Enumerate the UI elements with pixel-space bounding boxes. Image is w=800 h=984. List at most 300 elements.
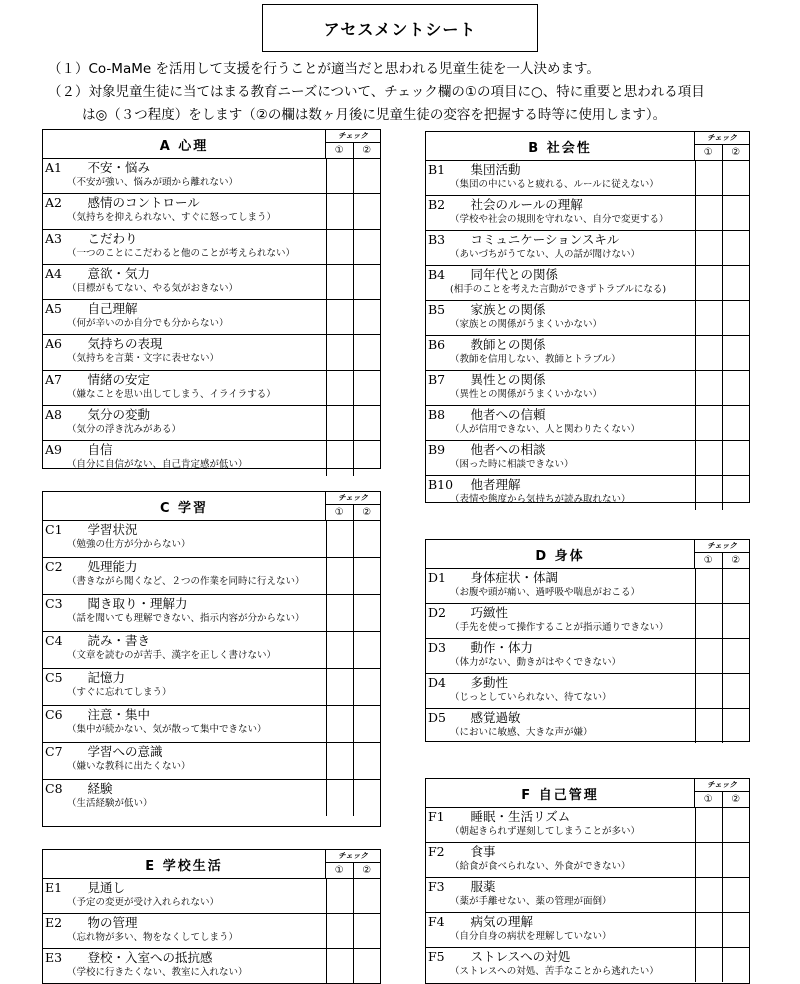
assessment-row-b9 bbox=[426, 441, 749, 476]
item-title bbox=[428, 336, 695, 353]
check-col-1-label: ① bbox=[703, 555, 713, 566]
item-code: B1 bbox=[428, 162, 446, 177]
item-text bbox=[43, 558, 326, 594]
item-description: （手先を使って操作することが指示通りできない） bbox=[450, 622, 669, 633]
check-box-2-e3[interactable] bbox=[353, 949, 380, 983]
item-name: 学習への意識 bbox=[87, 744, 163, 759]
check-box-2-c8[interactable] bbox=[353, 780, 380, 816]
item-text bbox=[43, 706, 326, 742]
assessment-row-b5 bbox=[426, 301, 749, 336]
item-description: （一つのことにこだわると他のことが考えられない） bbox=[67, 247, 296, 259]
check-box-2-c5[interactable] bbox=[353, 669, 380, 705]
check-box-1-b9[interactable] bbox=[695, 441, 722, 475]
item-title bbox=[428, 639, 695, 656]
item-name: 自己理解 bbox=[87, 301, 138, 317]
item-description: （集中が続かない、気が散って集中できない） bbox=[67, 724, 267, 735]
check-box-2-f1[interactable] bbox=[722, 808, 749, 842]
item-text bbox=[426, 639, 695, 673]
item-name: 感覚過敏 bbox=[470, 710, 521, 725]
item-text bbox=[43, 780, 326, 816]
section-f-title: F 自己管理 bbox=[521, 787, 599, 803]
item-text bbox=[43, 914, 326, 948]
check-column-numbers bbox=[695, 145, 749, 160]
item-title bbox=[428, 231, 695, 248]
item-description: （文章を読むのが苦手、漢字を正しく書けない） bbox=[67, 650, 277, 661]
check-box-1-a6[interactable] bbox=[326, 335, 353, 369]
item-title bbox=[45, 669, 326, 686]
item-text bbox=[426, 843, 695, 877]
item-name: 注意・集中 bbox=[87, 707, 151, 722]
item-title bbox=[45, 780, 326, 797]
item-name: コミュニケーションスキル bbox=[470, 232, 620, 247]
item-text bbox=[426, 266, 695, 300]
item-text bbox=[43, 230, 326, 264]
assessment-row-b3 bbox=[426, 231, 749, 266]
check-box-1-a2[interactable] bbox=[326, 194, 353, 228]
item-code: B6 bbox=[428, 337, 446, 352]
item-title bbox=[428, 569, 695, 586]
item-title bbox=[45, 595, 326, 612]
item-code: E2 bbox=[45, 915, 63, 930]
item-title bbox=[428, 161, 695, 178]
item-name: 他者への相談 bbox=[470, 442, 546, 457]
check-box-2-c1[interactable] bbox=[353, 521, 380, 557]
item-text bbox=[426, 231, 695, 265]
check-box-1-d5[interactable] bbox=[695, 709, 722, 743]
item-code: C3 bbox=[45, 596, 63, 611]
item-name: 動作・体力 bbox=[470, 640, 534, 655]
check-box-1-a1[interactable] bbox=[326, 159, 353, 193]
item-code: E1 bbox=[45, 880, 63, 895]
assessment-row-f4 bbox=[426, 913, 749, 948]
check-box-2-e1[interactable] bbox=[353, 879, 380, 913]
item-name: 記憶力 bbox=[87, 670, 126, 685]
item-description: （不安が強い、悩みが頭から離れない） bbox=[67, 177, 239, 188]
check-box-2-b10[interactable] bbox=[722, 476, 749, 510]
section-c-header bbox=[43, 492, 380, 521]
item-text bbox=[426, 709, 695, 743]
item-text bbox=[43, 335, 326, 369]
item-code: A8 bbox=[45, 407, 62, 423]
instruction-line-2: （２）対象児童生徒に当てはまる教育ニーズについて、チェック欄の①の項目に○、特に重要と思われる項目 bbox=[48, 84, 705, 100]
check-col-2-label: ② bbox=[353, 505, 381, 520]
item-code: A9 bbox=[45, 442, 62, 458]
item-code: B8 bbox=[428, 407, 446, 422]
item-text bbox=[426, 674, 695, 708]
check-box-1-a5[interactable] bbox=[326, 300, 353, 334]
item-description: （嫌なことを思い出してしまう、イライラする） bbox=[67, 388, 276, 400]
item-code: C6 bbox=[45, 707, 63, 722]
check-box-2-b9[interactable] bbox=[722, 441, 749, 475]
section-c-table bbox=[42, 491, 381, 827]
assessment-row-b8 bbox=[426, 406, 749, 441]
check-box-1-b8[interactable] bbox=[695, 406, 722, 440]
check-box-1-e1[interactable] bbox=[326, 879, 353, 913]
assessment-row-a2 bbox=[43, 194, 380, 229]
check-box-2-d4[interactable] bbox=[722, 674, 749, 708]
item-text bbox=[43, 521, 326, 557]
item-description: （薬が手離せない、薬の管理が面倒） bbox=[450, 896, 612, 907]
section-b-header bbox=[426, 132, 749, 161]
check-box-1-c8[interactable] bbox=[326, 780, 353, 816]
section-f-table bbox=[425, 778, 750, 984]
assessment-row-c4 bbox=[43, 632, 380, 669]
item-name: 病気の理解 bbox=[470, 914, 534, 929]
check-box-2-f3[interactable] bbox=[722, 878, 749, 912]
check-column-header bbox=[325, 850, 380, 878]
check-col-2-label: ② bbox=[353, 863, 381, 878]
assessment-row-e2 bbox=[43, 914, 380, 949]
item-name: 他者理解 bbox=[470, 477, 521, 492]
item-description: （あいづちがうてない、人の話が聞けない） bbox=[450, 249, 641, 260]
assessment-row-d3 bbox=[426, 639, 749, 674]
check-box-2-b1[interactable] bbox=[722, 161, 749, 195]
check-col-1-label: ① bbox=[334, 145, 344, 156]
check-box-2-a6[interactable] bbox=[353, 335, 380, 369]
item-title bbox=[45, 558, 326, 575]
item-description: （じっとしていられない、待てない） bbox=[450, 692, 612, 703]
item-name: 不安・悩み bbox=[87, 160, 151, 175]
item-description: （人が信用できない、人と関わりたくない） bbox=[450, 424, 641, 435]
item-code: A7 bbox=[45, 371, 62, 387]
item-name: 社会のルールの理解 bbox=[470, 197, 583, 212]
item-description: （自分自身の病状を理解していない） bbox=[450, 931, 612, 942]
check-box-1-c4[interactable] bbox=[326, 632, 353, 668]
item-title bbox=[45, 949, 326, 966]
item-description: （気分の浮き沈みがある） bbox=[67, 424, 182, 436]
item-text bbox=[43, 879, 326, 913]
check-box-1-a7[interactable] bbox=[326, 371, 353, 405]
check-box-1-f2[interactable] bbox=[695, 843, 722, 877]
check-box-2-b5[interactable] bbox=[722, 301, 749, 335]
check-box-2-f4[interactable] bbox=[722, 913, 749, 947]
check-col-2-label: ② bbox=[353, 143, 381, 158]
instruction-line-3: は◎（３つ程度）をします（②の欄は数ヶ月後に児童生徒の変容を把握する時等に使用します）。 bbox=[82, 107, 667, 123]
item-text bbox=[426, 301, 695, 335]
item-title bbox=[428, 808, 695, 825]
item-title bbox=[428, 604, 695, 621]
assessment-row-d1 bbox=[426, 569, 749, 604]
check-box-2-c6[interactable] bbox=[353, 706, 380, 742]
check-box-1-a8[interactable] bbox=[326, 406, 353, 440]
check-box-1-b6[interactable] bbox=[695, 336, 722, 370]
assessment-row-c3 bbox=[43, 595, 380, 632]
check-box-2-b7[interactable] bbox=[722, 371, 749, 405]
item-description: (相手のことを考えた言動ができずトラブルになる) bbox=[450, 284, 667, 295]
check-box-1-f3[interactable] bbox=[695, 878, 722, 912]
item-name: 経験 bbox=[87, 781, 113, 796]
item-name: 家族との関係 bbox=[470, 302, 546, 317]
item-description: （お腹や頭が痛い、過呼吸や喘息がおこる） bbox=[450, 587, 641, 598]
item-text bbox=[426, 913, 695, 947]
check-box-1-c5[interactable] bbox=[326, 669, 353, 705]
item-text bbox=[426, 441, 695, 475]
check-box-2-b8[interactable] bbox=[722, 406, 749, 440]
check-box-2-a4[interactable] bbox=[353, 265, 380, 299]
item-name: 身体症状・体調 bbox=[470, 570, 559, 585]
check-box-1-b3[interactable] bbox=[695, 231, 722, 265]
item-description: （ストレスへの対処、苦手なことから逃れたい） bbox=[450, 966, 659, 977]
check-box-2-d5[interactable] bbox=[722, 709, 749, 743]
check-box-2-b4[interactable] bbox=[722, 266, 749, 300]
item-code: D5 bbox=[428, 710, 446, 725]
item-code: C8 bbox=[45, 781, 63, 796]
item-code: C7 bbox=[45, 744, 63, 759]
item-code: B2 bbox=[428, 197, 446, 212]
item-text bbox=[426, 161, 695, 195]
item-title bbox=[45, 159, 326, 176]
check-box-2-b6[interactable] bbox=[722, 336, 749, 370]
check-box-1-e2[interactable] bbox=[326, 914, 353, 948]
check-column-header bbox=[694, 132, 749, 160]
item-title bbox=[45, 879, 326, 896]
check-box-1-e3[interactable] bbox=[326, 949, 353, 983]
check-box-1-c2[interactable] bbox=[326, 558, 353, 594]
check-box-2-e2[interactable] bbox=[353, 914, 380, 948]
check-box-1-c3[interactable] bbox=[326, 595, 353, 631]
assessment-row-c1 bbox=[43, 521, 380, 558]
assessment-row-f3 bbox=[426, 878, 749, 913]
assessment-row-d5 bbox=[426, 709, 749, 743]
section-f-header bbox=[426, 779, 749, 808]
item-name: 異性との関係 bbox=[470, 372, 546, 387]
assessment-row-d2 bbox=[426, 604, 749, 639]
check-box-2-b3[interactable] bbox=[722, 231, 749, 265]
check-column-header bbox=[694, 540, 749, 568]
item-title bbox=[45, 914, 326, 931]
item-text bbox=[43, 669, 326, 705]
item-code: F5 bbox=[428, 949, 445, 964]
item-code: A4 bbox=[45, 265, 62, 281]
item-name: 巧緻性 bbox=[470, 605, 509, 620]
item-text bbox=[426, 371, 695, 405]
item-code: A1 bbox=[45, 160, 62, 175]
item-code: B7 bbox=[428, 372, 446, 387]
check-column-numbers bbox=[695, 792, 749, 807]
assessment-row-a6 bbox=[43, 335, 380, 370]
check-box-2-a7[interactable] bbox=[353, 371, 380, 405]
check-box-2-a3[interactable] bbox=[353, 230, 380, 264]
item-title bbox=[45, 632, 326, 649]
item-title bbox=[45, 335, 326, 352]
item-text bbox=[43, 371, 326, 405]
section-e-table bbox=[42, 849, 381, 984]
item-text bbox=[43, 441, 326, 475]
check-box-2-c2[interactable] bbox=[353, 558, 380, 594]
item-description: （困った時に相談できない） bbox=[450, 459, 574, 470]
check-box-1-d2[interactable] bbox=[695, 604, 722, 638]
assessment-row-b4 bbox=[426, 266, 749, 301]
check-box-1-f4[interactable] bbox=[695, 913, 722, 947]
check-box-1-c6[interactable] bbox=[326, 706, 353, 742]
check-box-2-b2[interactable] bbox=[722, 196, 749, 230]
item-description: （話を聞いても理解できない、指示内容が分からない） bbox=[67, 613, 305, 624]
item-title bbox=[45, 521, 326, 538]
check-box-1-f5[interactable] bbox=[695, 948, 722, 982]
item-description: （書きながら聞くなど、２つの作業を同時に行えない） bbox=[67, 576, 305, 587]
assessment-row-a5 bbox=[43, 300, 380, 335]
item-title bbox=[45, 300, 326, 317]
check-box-2-d2[interactable] bbox=[722, 604, 749, 638]
section-e-header bbox=[43, 850, 380, 879]
item-description: （生活経験が低い） bbox=[67, 798, 153, 809]
item-description: （においに敏感、大きな声が嫌） bbox=[450, 727, 593, 738]
check-box-2-c3[interactable] bbox=[353, 595, 380, 631]
check-column-numbers bbox=[326, 143, 380, 158]
check-column-header bbox=[325, 492, 380, 520]
item-description: （集団の中にいると疲れる、ルールに従えない） bbox=[450, 179, 659, 190]
item-title bbox=[428, 674, 695, 691]
check-box-1-a9[interactable] bbox=[326, 441, 353, 475]
assessment-row-b1 bbox=[426, 161, 749, 196]
item-title bbox=[428, 709, 695, 726]
item-title bbox=[45, 230, 326, 247]
item-code: C5 bbox=[45, 670, 63, 685]
check-box-1-f1[interactable] bbox=[695, 808, 722, 842]
check-box-1-b4[interactable] bbox=[695, 266, 722, 300]
check-column-header bbox=[325, 130, 380, 158]
item-name: 教師との関係 bbox=[470, 337, 546, 352]
check-box-2-d3[interactable] bbox=[722, 639, 749, 673]
item-name: 睡眠・生活リズム bbox=[470, 809, 571, 824]
item-title bbox=[428, 301, 695, 318]
section-c-title: C 学習 bbox=[159, 500, 209, 516]
item-code: A2 bbox=[45, 195, 62, 211]
check-box-2-a8[interactable] bbox=[353, 406, 380, 440]
assessment-row-c7 bbox=[43, 743, 380, 780]
item-name: 見通し bbox=[87, 880, 126, 895]
item-title bbox=[45, 371, 326, 388]
assessment-row-b7 bbox=[426, 371, 749, 406]
item-description: （朝起きられず遅刻してしまうことが多い） bbox=[450, 826, 641, 837]
item-description: （気持ちを抑えられない、すぐに怒ってしまう） bbox=[67, 212, 277, 224]
check-box-2-c4[interactable] bbox=[353, 632, 380, 668]
check-box-2-a5[interactable] bbox=[353, 300, 380, 334]
check-box-2-c7[interactable] bbox=[353, 743, 380, 779]
item-name: 気分の変動 bbox=[87, 407, 151, 423]
item-description: （学校や社会の規則を守れない、自分で変更する） bbox=[450, 214, 669, 225]
item-text bbox=[426, 878, 695, 912]
check-box-2-d1[interactable] bbox=[722, 569, 749, 603]
check-box-1-a4[interactable] bbox=[326, 265, 353, 299]
item-code: F4 bbox=[428, 914, 445, 929]
item-code: F3 bbox=[428, 879, 445, 894]
item-text bbox=[43, 265, 326, 299]
item-title bbox=[45, 406, 326, 423]
item-name: 登校・入室への抵抗感 bbox=[87, 950, 213, 965]
item-name: こだわり bbox=[87, 230, 138, 246]
check-col-1-label: ① bbox=[334, 507, 344, 518]
item-text bbox=[43, 595, 326, 631]
check-col-2-label: ② bbox=[722, 553, 750, 568]
check-label: チェック bbox=[695, 540, 749, 553]
check-col-1-label: ① bbox=[703, 147, 713, 158]
check-box-1-d3[interactable] bbox=[695, 639, 722, 673]
assessment-row-b10 bbox=[426, 476, 749, 510]
assessment-row-c6 bbox=[43, 706, 380, 743]
item-text bbox=[43, 949, 326, 983]
check-box-1-b5[interactable] bbox=[695, 301, 722, 335]
section-b-title: B 社会性 bbox=[528, 140, 592, 156]
item-title bbox=[428, 196, 695, 213]
item-name: 情緒の安定 bbox=[87, 371, 151, 387]
item-name: 感情のコントロール bbox=[87, 195, 200, 211]
item-code: D1 bbox=[428, 570, 446, 585]
item-title bbox=[428, 406, 695, 423]
item-name: 学習状況 bbox=[87, 522, 138, 537]
section-d-title: D 身体 bbox=[535, 548, 585, 564]
assessment-row-a1 bbox=[43, 159, 380, 194]
item-name: 他者への信頼 bbox=[470, 407, 546, 422]
item-description: （予定の変更が受け入れられない） bbox=[67, 897, 220, 908]
item-text bbox=[43, 406, 326, 440]
check-box-1-d1[interactable] bbox=[695, 569, 722, 603]
item-description: （教師を信用しない、教師とトラブル） bbox=[450, 354, 621, 365]
check-box-1-b7[interactable] bbox=[695, 371, 722, 405]
item-code: C1 bbox=[45, 522, 63, 537]
section-e-title: E 学校生活 bbox=[145, 858, 223, 874]
check-box-1-b2[interactable] bbox=[695, 196, 722, 230]
check-box-1-c7[interactable] bbox=[326, 743, 353, 779]
section-b-table bbox=[425, 131, 750, 503]
assessment-row-f5 bbox=[426, 948, 749, 982]
check-box-1-b10[interactable] bbox=[695, 476, 722, 510]
item-description: （気持ちを言葉・文字に表せない） bbox=[67, 353, 220, 365]
item-text bbox=[426, 336, 695, 370]
check-box-2-a2[interactable] bbox=[353, 194, 380, 228]
item-title bbox=[428, 476, 695, 493]
check-box-2-f2[interactable] bbox=[722, 843, 749, 877]
item-code: C2 bbox=[45, 559, 63, 574]
check-box-1-c1[interactable] bbox=[326, 521, 353, 557]
assessment-row-a9 bbox=[43, 441, 380, 475]
check-label: チェック bbox=[326, 130, 380, 143]
assessment-row-b6 bbox=[426, 336, 749, 371]
assessment-row-f1 bbox=[426, 808, 749, 843]
item-title bbox=[45, 194, 326, 211]
check-column-numbers bbox=[326, 505, 380, 520]
item-description: （体力がない、動きがはやくできない） bbox=[450, 657, 622, 668]
check-box-2-f5[interactable] bbox=[722, 948, 749, 982]
assessment-row-e1 bbox=[43, 879, 380, 914]
item-code: F2 bbox=[428, 844, 445, 859]
check-box-1-b1[interactable] bbox=[695, 161, 722, 195]
check-box-1-d4[interactable] bbox=[695, 674, 722, 708]
item-description: （自分に自信がない、自己肯定感が低い） bbox=[67, 459, 248, 471]
assessment-row-c8 bbox=[43, 780, 380, 816]
item-text bbox=[43, 159, 326, 193]
assessment-row-a7 bbox=[43, 371, 380, 406]
item-code: D2 bbox=[428, 605, 446, 620]
item-text bbox=[426, 604, 695, 638]
item-name: 処理能力 bbox=[87, 559, 138, 574]
item-name: 意欲・気力 bbox=[87, 265, 151, 281]
check-label: チェック bbox=[695, 779, 749, 792]
check-box-1-a3[interactable] bbox=[326, 230, 353, 264]
check-label: チェック bbox=[326, 850, 380, 863]
item-code: B10 bbox=[428, 477, 454, 492]
check-box-2-a1[interactable] bbox=[353, 159, 380, 193]
check-col-1-label: ① bbox=[703, 794, 713, 805]
item-code: E3 bbox=[45, 950, 63, 965]
check-label: チェック bbox=[326, 492, 380, 505]
item-name: 服薬 bbox=[470, 879, 496, 894]
check-column-header bbox=[694, 779, 749, 807]
section-a-title: A 心理 bbox=[159, 138, 209, 154]
item-text bbox=[426, 196, 695, 230]
item-name: 読み・書き bbox=[87, 633, 151, 648]
check-box-2-a9[interactable] bbox=[353, 441, 380, 475]
